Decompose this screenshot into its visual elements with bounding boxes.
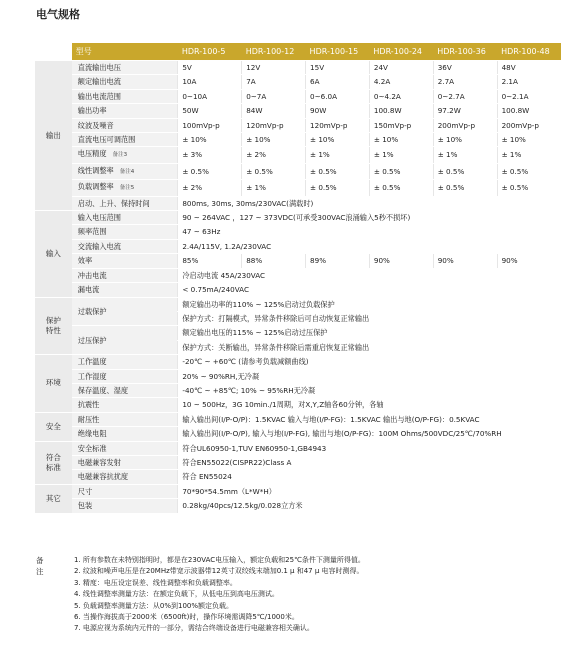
spec-value: ± 0.5% xyxy=(433,180,497,196)
table-row xyxy=(35,355,561,369)
note-ref: 备注4 xyxy=(119,168,135,175)
spec-value: ± 0.5% xyxy=(497,163,561,179)
notes-list xyxy=(74,555,554,635)
note-item: 3. 精度：电压设定误差、线性调整率和负载调整率。 xyxy=(74,578,237,587)
spec-value: 20% ~ 90%RH,无冷凝 xyxy=(178,369,561,383)
table-row xyxy=(35,133,561,147)
spec-value: 符合 EN55024 xyxy=(178,470,561,484)
note-item: 5. 负载调整率测量方法：从0%到100%额定负载。 xyxy=(74,601,234,610)
spec-value: ± 0.5% xyxy=(306,163,370,179)
spec-name: 额定输出电流 xyxy=(72,75,178,89)
spec-value: 额定输出功率的110% ~ 125%启动过负载保护 xyxy=(178,297,561,311)
model-label: 型号 xyxy=(72,43,178,61)
spec-value: < 0.75mA/240VAC xyxy=(178,283,561,297)
spec-value: 100mVp-p xyxy=(178,118,242,132)
spec-name: 交流输入电流 xyxy=(72,239,178,253)
table-row xyxy=(35,104,561,118)
spec-name: 抗震性 xyxy=(72,398,178,412)
spec-value: 89% xyxy=(306,254,370,268)
table-row xyxy=(35,427,561,441)
spec-value: 0~7A xyxy=(242,89,306,103)
spec-value: ± 0.5% xyxy=(369,163,433,179)
spec-name: 电磁兼容抗扰度 xyxy=(72,470,178,484)
spec-value: ± 0.5% xyxy=(369,180,433,196)
spec-value: 输入输出间(I/P-O/P)：1.5KVAC 输入与地(I/P-FG)：1.5KVAC 输出与地(O/P-FG)：0.5KVAC xyxy=(178,412,561,426)
spec-value: 符合UL60950-1,TUV EN60950-1,GB4943 xyxy=(178,441,561,455)
spec-value: 97.2W xyxy=(433,104,497,118)
model-name: HDR-100-5 xyxy=(178,43,242,61)
spec-value: 800ms, 30ms, 30ms/230VAC(满载时) xyxy=(178,196,561,210)
spec-name: 保存温度、湿度 xyxy=(72,383,178,397)
spec-name: 绝缘电阻 xyxy=(72,427,178,441)
spec-value: 120mVp-p xyxy=(242,118,306,132)
spec-value: ± 0.5% xyxy=(178,163,242,179)
spec-value: 150mVp-p xyxy=(369,118,433,132)
spec-name: 直流电压可调范围 xyxy=(72,133,178,147)
spec-name: 启动、上升、保持时间 xyxy=(72,196,178,210)
model-name: HDR-100-48 xyxy=(497,43,561,61)
spec-value: 5V xyxy=(178,61,242,75)
model-name: HDR-100-15 xyxy=(306,43,370,61)
spec-name: 过载保护 xyxy=(72,297,178,326)
table-row xyxy=(35,196,561,210)
model-header-row xyxy=(35,43,561,61)
spec-value: 88% xyxy=(242,254,306,268)
group-label-line: 标准 xyxy=(45,462,61,472)
spec-value: ± 3% xyxy=(178,147,242,163)
spec-value: 200mVp-p xyxy=(433,118,497,132)
spec-value: 0~4.2A xyxy=(369,89,433,103)
spec-name: 直流输出电压 xyxy=(72,61,178,75)
spec-name: 纹波及噪音 xyxy=(72,118,178,132)
spec-value: 100.8W xyxy=(497,104,561,118)
spec-value: 0.28kg/40pcs/12.5kg/0.028立方米 xyxy=(178,499,561,513)
spec-value: 0~2.7A xyxy=(433,89,497,103)
table-row xyxy=(35,268,561,282)
spec-value: 84W xyxy=(242,104,306,118)
spec-value: 50W xyxy=(178,104,242,118)
spec-value: ± 1% xyxy=(497,147,561,163)
spec-name: 工作湿度 xyxy=(72,369,178,383)
note-item: 6. 当操作海拔高于2000米（6500ft)时，操作环境需调降5℃/1000米。 xyxy=(74,613,299,622)
group-label-other: 其它 xyxy=(35,484,72,513)
table-row xyxy=(35,239,561,253)
spec-value: ± 1% xyxy=(369,147,433,163)
spec-value: ± 1% xyxy=(306,147,370,163)
spec-value: 70*90*54.5mm（L*W*H） xyxy=(178,484,561,498)
spec-value: 保护方式：关断输出，异常条件移除后需重启恢复正常输出 xyxy=(178,340,561,354)
table-row xyxy=(35,147,561,163)
table-row xyxy=(35,89,561,103)
spec-name: 耐压性 xyxy=(72,412,178,426)
spec-value: 0~10A xyxy=(178,89,242,103)
spec-value: 0~2.1A xyxy=(497,89,561,103)
spec-value: 输入输出间(I/P-O/P), 输入与地(I/P-FG), 输出与地(O/P-FG)：100M Ohms/500VDC/25℃/70%RH xyxy=(178,427,561,441)
table-row xyxy=(35,211,561,225)
table-row xyxy=(35,499,561,513)
table-row xyxy=(35,180,561,196)
spec-value: -20℃ ~ +60℃ (请参考负载减额曲线) xyxy=(178,355,561,369)
spec-value: 90W xyxy=(306,104,370,118)
spec-value: 36V xyxy=(433,61,497,75)
spec-name: 工作温度 xyxy=(72,355,178,369)
page-title: 电气规格 xyxy=(36,8,80,21)
spec-value: 200mVp-p xyxy=(497,118,561,132)
spec-name: 线性调整率 xyxy=(77,165,114,175)
spec-value: 0~6.0A xyxy=(306,89,370,103)
spec-value: 7A xyxy=(242,75,306,89)
spec-value: 保护方式：打隔模式，异常条件移除后可自动恢复正常输出 xyxy=(178,311,561,325)
spec-name: 输出电流范围 xyxy=(72,89,178,103)
spec-value: 12V xyxy=(242,61,306,75)
spec-value: 4.2A xyxy=(369,75,433,89)
spec-value: ± 2% xyxy=(242,147,306,163)
note-ref: 备注5 xyxy=(119,185,135,192)
spec-name: 输入电压范围 xyxy=(72,211,178,225)
spec-value: 90% xyxy=(433,254,497,268)
table-row xyxy=(35,470,561,484)
note-item: 4. 线性调整率测量方法：在额定负载下，从低电压到高电压测试。 xyxy=(74,590,279,599)
table-row xyxy=(35,118,561,132)
table-row xyxy=(35,383,561,397)
spec-name: 冲击电流 xyxy=(72,268,178,282)
group-label-output: 输出 xyxy=(35,61,72,211)
spec-value: ± 10% xyxy=(497,133,561,147)
table-row xyxy=(35,254,561,268)
table-row xyxy=(35,61,561,75)
spec-value: 47 ~ 63Hz xyxy=(178,225,561,239)
spec-value: ± 10% xyxy=(306,133,370,147)
notes-label: 备注 xyxy=(36,556,44,577)
spec-name-cell xyxy=(72,147,178,163)
spec-value: 48V xyxy=(497,61,561,75)
spec-value: 10A xyxy=(178,75,242,89)
group-label-protection xyxy=(35,297,72,355)
spec-value: -40℃ ~ +85℃; 10% ~ 95%RH无冷凝 xyxy=(178,383,561,397)
spec-name-cell xyxy=(72,163,178,179)
model-name: HDR-100-24 xyxy=(369,43,433,61)
table-row xyxy=(35,326,561,340)
spec-name: 电压精度 xyxy=(77,149,107,159)
spec-name: 包装 xyxy=(72,499,178,513)
spec-name: 电磁兼容发射 xyxy=(72,455,178,469)
table-row xyxy=(35,283,561,297)
spec-value: ± 0.5% xyxy=(306,180,370,196)
spec-value: ± 10% xyxy=(178,133,242,147)
spec-value: 85% xyxy=(178,254,242,268)
spec-value: 2.1A xyxy=(497,75,561,89)
spec-value: 120mVp-p xyxy=(306,118,370,132)
spec-value: 2.7A xyxy=(433,75,497,89)
spec-value: 6A xyxy=(306,75,370,89)
spec-value: 100.8W xyxy=(369,104,433,118)
group-label-input: 输入 xyxy=(35,211,72,297)
table-row xyxy=(35,441,561,455)
spec-name: 效率 xyxy=(72,254,178,268)
table-row xyxy=(35,369,561,383)
table-row xyxy=(35,75,561,89)
spec-value: ± 0.5% xyxy=(497,180,561,196)
note-ref: 备注3 xyxy=(112,152,128,159)
spec-name: 安全标准 xyxy=(72,441,178,455)
table-row xyxy=(35,412,561,426)
spec-value: ± 1% xyxy=(242,180,306,196)
model-name: HDR-100-36 xyxy=(433,43,497,61)
spec-name: 过压保护 xyxy=(72,326,178,355)
table-row xyxy=(35,398,561,412)
spec-value: 冷启动电流 45A/230VAC xyxy=(178,268,561,282)
spec-value: 90% xyxy=(369,254,433,268)
note-item: 1. 所有参数在未特别指明时，都是在230VAC电压输入，额定负载和25℃条件下测量所得值。 xyxy=(74,556,365,564)
spec-name: 漏电流 xyxy=(72,283,178,297)
table-row xyxy=(35,225,561,239)
group-label-line: 保护 xyxy=(45,315,61,325)
note-item: 2. 纹波和噪声电压是在20MHz带宽示波器带12英寸双绞线末端加0.1 μ 和47 μ 电容时测得。 xyxy=(74,567,364,576)
spec-value: ± 2% xyxy=(178,180,242,196)
group-label-line: 特性 xyxy=(45,325,61,335)
spec-value: 额定输出电压的115% ~ 125%启动过压保护 xyxy=(178,326,561,340)
spec-value: 10 ~ 500Hz，3G 10min./1周期，对X,Y,Z轴各60分钟，各轴 xyxy=(178,398,561,412)
spec-value: 2.4A/115V, 1.2A/230VAC xyxy=(178,239,561,253)
spec-name: 负载调整率 xyxy=(77,182,114,192)
table-row xyxy=(35,455,561,469)
spec-name: 尺寸 xyxy=(72,484,178,498)
spec-value: 符合EN55022(CISPR22)Class A xyxy=(178,455,561,469)
table-row xyxy=(35,163,561,179)
group-label-environment: 环境 xyxy=(35,355,72,413)
spec-value: ± 0.5% xyxy=(433,163,497,179)
group-label-line: 符合 xyxy=(45,452,61,462)
spec-value: ± 10% xyxy=(242,133,306,147)
group-label-compliance xyxy=(35,441,72,484)
spec-name-cell xyxy=(72,180,178,196)
spec-value: ± 10% xyxy=(369,133,433,147)
spec-value: 90 ~ 264VAC ，127 ~ 373VDC(可承受300VAC浪涌输入5秒不损坏) xyxy=(178,211,561,225)
spec-value: 24V xyxy=(369,61,433,75)
spec-name: 输出功率 xyxy=(72,104,178,118)
spec-value: ± 10% xyxy=(433,133,497,147)
spec-value: 15V xyxy=(306,61,370,75)
group-label-safety: 安全 xyxy=(35,412,72,441)
note-item: 7. 电源应视为系统内元件的一部分，需结合终端设备进行电磁兼容相关确认。 xyxy=(74,624,314,633)
spec-value: 90% xyxy=(497,254,561,268)
model-name: HDR-100-12 xyxy=(242,43,306,61)
spec-name: 频率范围 xyxy=(72,225,178,239)
table-row xyxy=(35,484,561,498)
spec-table xyxy=(35,43,561,514)
table-row xyxy=(35,297,561,311)
spec-value: ± 1% xyxy=(433,147,497,163)
spec-value: ± 0.5% xyxy=(242,163,306,179)
